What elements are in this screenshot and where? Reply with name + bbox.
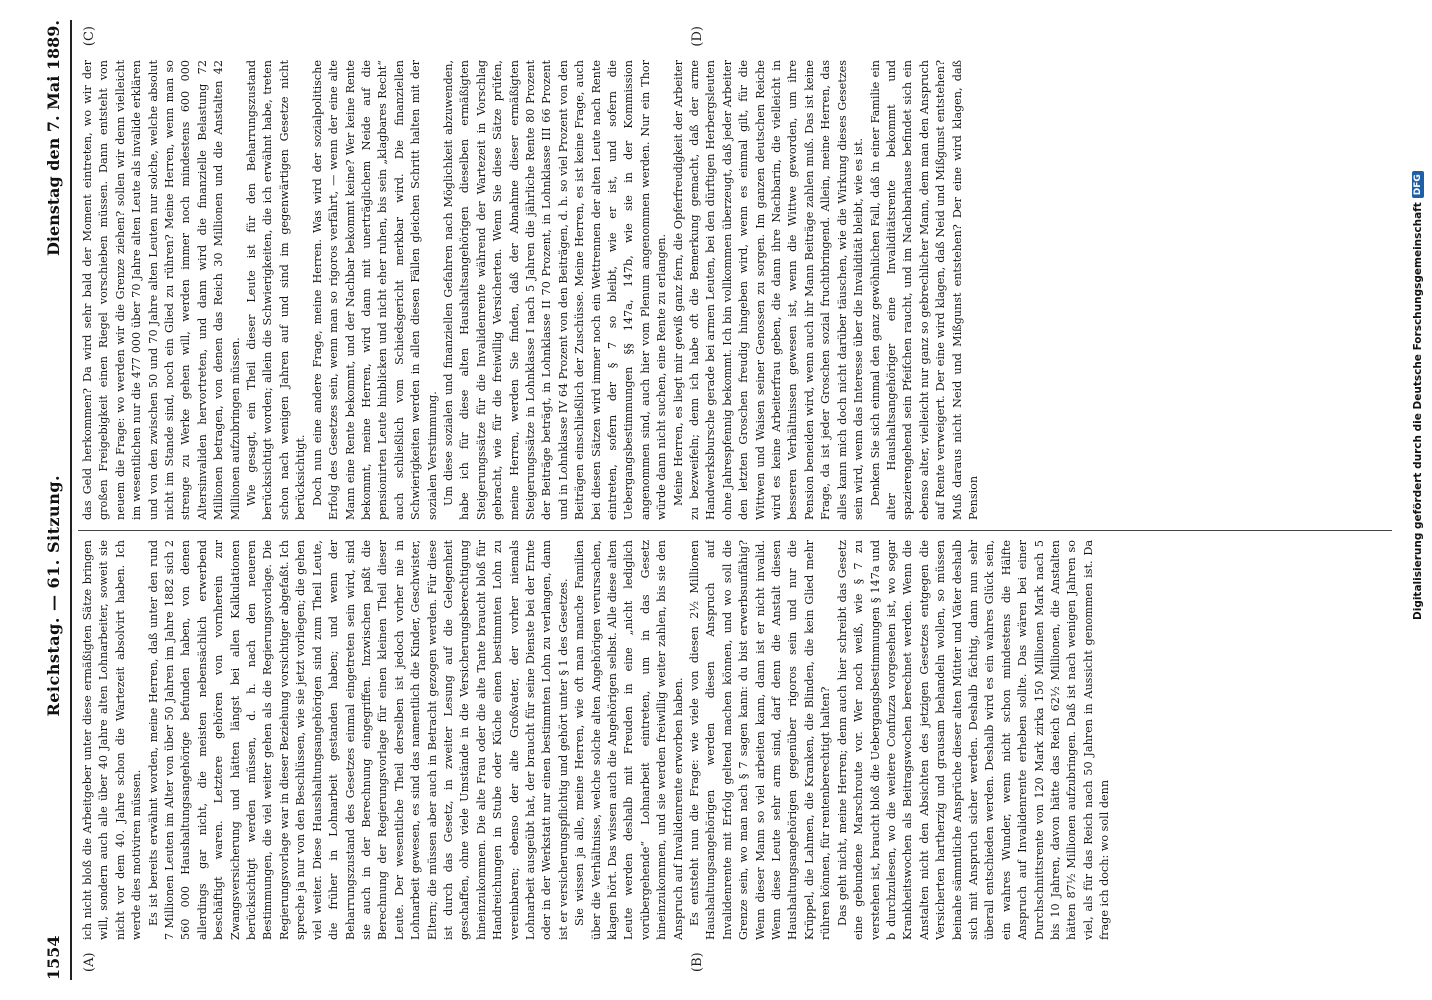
left-column — [80, 540, 1392, 940]
page-number: 1554 — [43, 935, 63, 980]
paragraph: das Geld herkommen? Da wird sehr bald der Moment eintreten, wo wir der großen Freigebigkeit einen Riegel vorschieben müssen. Dann entsteht von neuem die Frage: wo werden wir die Grenze ziehen? sollen wir denn vielleicht im wesentlichen nur die 477 000 über 70 Jahre alten Leute als invalide erklären und von den zwischen 50 und 70 Jahre alten Leuten nur solche, welche absolut nicht im Stande sind, noch ein Glied zu rühren? Meine Herren, wenn man so strenge zu Werke gehen will, werden immer noch mindestens 600 000 Altersinvaliden hervortreten, und dann wird die finanzielle Belastung 72 Millionen betragen, von denen das Reich 30 Millionen und die Anstalten 42 Millionen aufzubringen müssen. — [81, 60, 242, 520]
digitization-credit — [1412, 171, 1424, 620]
header-rule — [70, 20, 72, 980]
paragraph: Doch nun eine andere Frage, meine Herren. Was wird der sozialpolitische Erfolg des Gesetzes sein, wenn man so rigoros verfährt, — wenn der eine alte Mann eine Rente bekommt, und der Nachbar bekommt keine? Wer keine Rente bekommt, meine Herren, wird dann mit unerträglichem Neide auf die pensionirten Leute hinblicken und nicht eher ruhen, bis sein „klagbares Recht“ auch schließlich vom Schiedsgericht merkbar wird. Die finanziellen Schwierigkeiten werden in allen diesen Fällen gleichen Schritt halten mit der sozialen Verstimmung. — [310, 60, 439, 520]
credit-text: Digitalisierung gefördert durch die Deutsche Forschungsgemeinschaft — [1412, 202, 1424, 620]
paragraph: Es entsteht nun die Frage: wie viele von diesen 2½ Millionen Haushaltungsangehörigen werden diesen Anspruch auf Invalidenrente mit Erfolg geltend machen können, und wo soll die Grenze sein, wo man nach § 7 sagen kann: du bist erwerbsunfähig? Wenn dieser Mann so viel arbeiten kann, dann ist er nicht invalid. Wenn diese Leute sehr arm sind, darf denn die Anstalt diesen Haushaltungsangehörigen gegenüber rigoros sein und nur die Krüppel, die Lahmen, die Kranken, die Blinden, die kein Glied mehr rühren können, für rentenberechtigt halten? — [688, 540, 833, 940]
margin-marker-a: (A) — [82, 952, 97, 972]
paragraph: Das geht nicht, meine Herren; denn auch hier schreibt das Gesetz eine gebundene Marschroute vor. Wer noch weiß, wie § 7 zu verstehen ist, braucht bloß die Uebergangsbestimmungen § 147a und b durchzulesen, wo die weitere Confuzza vorgesehen ist, wo sogar Krankheitswochen als Beitragswochen berechnet werden. Wenn die Anstalten nicht den Absichten des jetzigen Gesetzes entgegen die Versicherten hartherzig und grausam behandeln wollen, so müssen beinahe sämmtliche Ansprüche dieser alten Mütter und Väter deshalb sich mit Anspruch sicher werden. Deshalb fächtig, dann nun sehr überall entschieden werden. Deshalb wird es ein wahres Glück sein, ein wahres Wunder, wenn nicht schon mindestens die Hälfte Anspruch auf Invalidenrente erheben sollte. Das wären bei einer Durchschnittsrente von 120 Mark zirka 150 Millionen Mark nach 5 bis 10 Jahren, davon hätte das Reich 62½ Millionen, die Anstalten hätten 87½ Millionen aufzubringen. Daß ist nach wenigen Jahren so viel, als für das Reich nach 50 Jahren in Aussicht genommen ist. Da frage ich doch: wo soll denn — [835, 540, 1112, 940]
margin-marker-b: (B) — [690, 952, 705, 972]
header-title: Reichstag. — 61. Sitzung. — [43, 474, 63, 717]
paragraph: Meine Herren, es liegt mir gewiß ganz fern, die Opferfreudigkeit der Arbeiter zu bezweifeln; denn ich habe oft die Bemerkung gemacht, daß der arme Handwerksbursche gerade bei armen Leuten, bei den dürftigen Herbergsleuten ohne Jahrespfennig bekommt. Ich bin vollkommen überzeugt, daß jeder Arbeiter den letzten Groschen freudig hingeben wird, wenn es einmal gilt, für die Wittwen und Waisen seiner Genossen zu sorgen. Im ganzen deutschen Reiche wird es keine Arbeiterfrau geben, die dann ihre Nachbarin, die vielleicht in besseren Verhältnissen gewesen ist, wenn die Wittwe geworden, um ihre Pension beneiden wird, wenn auch ihr Mann Beiträge zahlen muß. Das ist keine Frage, da ist jeder Groschen sozial fruchtbringend. Allein, meine Herren, das alles kann mich doch nicht darüber täuschen, wie die Wirkung dieses Gesetzes sein wird, wenn das Interesse über die Invalidität bleibt, wie es ist. — [671, 60, 866, 520]
right-column — [80, 60, 1392, 520]
paragraph: Denken Sie sich einmal den ganz gewöhnlichen Fall, daß in einer Familie ein alter Haushaltsangehöriger eine Invaliditätsrente bekommt und spazierengehend sein Pfeifchen raucht, und im Nachbarhause befindet sich ein ebenso alter, vielleicht nur ganz so gebrechlicher Mann, dem man den Anspruch auf Rente verweigert. Der eine wird klagen, daß Neid und Mißgunst entstehen? Muß daraus nicht Neid und Mißgunst entstehen? Der eine wird klagen, daß Pension — [868, 60, 980, 520]
header-date: Dienstag den 7. Mai 1889. — [43, 20, 63, 256]
margin-marker-c: (C) — [82, 26, 97, 47]
dfg-logo: DFG — [1412, 171, 1424, 198]
paragraph: Es ist bereits erwähnt worden, meine Herren, daß unter den rund 7 Millionen Leuten im Alter von über 50 Jahren im Jahre 1882 sich 2 560 000 Haushaltungsangehörige befunden haben, von denen allerdings gar nicht, die meisten nebensächlich erwerbend beschäftigt waren. Letztere gehören von vornherein zur Zwangsversicherung und hätten längst bei allen Kalkulationen berücksichtigt werden müssen, d. h. nach den neueren Bestimmungen, die viel weiter gehen als die Regierungsvorlage. Die Regierungsvorlage war in dieser Beziehung vorsichtiger abgefaßt. Ich spreche ja nur von den Beschlüssen, wie sie jetzt vorliegen; die gehen viel weiter. Diese Hausshaltungsangehörigen sind zum Theil Leute, die früher in Lohnarbeit gestanden haben; und wenn der Beharrungszustand des Gesetzes einmal eingetreten sein wird, sind sie auch in der Berechnung eingegriffen. Inzwischen paßt die Berechnung der Regierungsvorlage für einen kleinen Theil dieser Leute. Der wesentliche Theil derselben ist jedoch vorher nie in Lohnarbeit gewesen, es sind das namentlich die Kinder, Geschwister, Eltern; die müssen aber auch in Betracht gezogen werden. Für diese ist durch das Gesetz, in zweiter Lesung auf die Gelegenheit geschaffen, ohne viele Umstände in die Versicherungsberechtigung hineinzukommen. Die alte Frau oder die alte Tante braucht bloß für Handreichungen in Stube oder Küche einen bestimmten Lohn zu vereinbaren; ebenso der alte Großvater, der vorher niemals Lohnarbeit ausgeübt hat, der braucht für seine Dienste bei der Ernte oder in der Werkstatt nur einen bestimmten Lohn zu verlangen, dann ist er versicherungspflichtig und gehört unter § 1 des Gesetzes. — [146, 540, 570, 940]
column-divider — [78, 530, 1392, 531]
page-header — [38, 20, 68, 980]
paragraph: Um diese sozialen und finanziellen Gefahren nach Möglichkeit abzuwenden, habe ich für diese alten Haushaltsangehörigen dieselben ermäßigten Steigerungssätze für die Invalidenrente während der Wartezeit in Vorschlag gebracht, wie für die freiwillig Versicherten. Wenn Sie diese Sätze prüfen, meine Herren, werden Sie finden, daß der Abnahme dieser ermäßigten Steigerungssätze in Lohnklasse I nach 5 Jahren die jährliche Rente 80 Prozent der Beiträge beträgt, in Lohnklasse II 70 Prozent, in Lohnklasse III 66 Prozent und in Lohnklasse IV 64 Prozent von den Beiträgen, d. h. so viel Prozent von den Beiträgen einschließlich der Zuschüsse. Meine Herren, es ist keine Frage, auch bei diesen Sätzen wird immer noch ein Wettrennen der alten Leute nach Rente eintreten, sofern der § 7 so bleibt, wie er ist, und sofern die Uebergangsbestimmungen §§ 147a, 147b, wie sie in der Kommission angenommen sind, auch hier vom Plenum angenommen werden. Nur ein Thor würde dann nicht suchen, eine Rente zu erlangen. — [441, 60, 669, 520]
paragraph: ich nicht bloß die Arbeitgeber unter diese ermäßigten Sätze bringen will, sondern auch alle über 40 Jahre alten Lohnarbeiter, soweit sie nicht vor dem 40. Jahre schon die Wartezeit absolvirt haben. Ich werde dies motiviren müssen. — [81, 540, 144, 940]
paragraph: Sie wissen ja alle, meine Herren, wie oft man manche Familien über die Verhältnisse, welche solche alten Angehörigen verursachen, klagen hört. Das wissen auch die Angehörigen selbst. Alle diese alten Leute werden deshalb mit Freuden in eine „nicht lediglich vorübergehende“ Lohnarbeit eintreten, um in das Gesetz hineinzukommen, und sie werden freiwillig weiter zahlen, bis sie den Anspruch auf Invalidenrente erworben haben. — [573, 540, 685, 940]
paragraph: Wie gesagt, ein Theil dieser Leute ist für den Beharrungszustand berücksichtigt worden; allein die Schwierigkeiten, die ich erwähnt habe, treten schon nach wenigen Jahren auf und sind im gegenwärtigen Gesetze nicht berücksichtigt. — [245, 60, 308, 520]
margin-marker-d: (D) — [690, 26, 705, 47]
